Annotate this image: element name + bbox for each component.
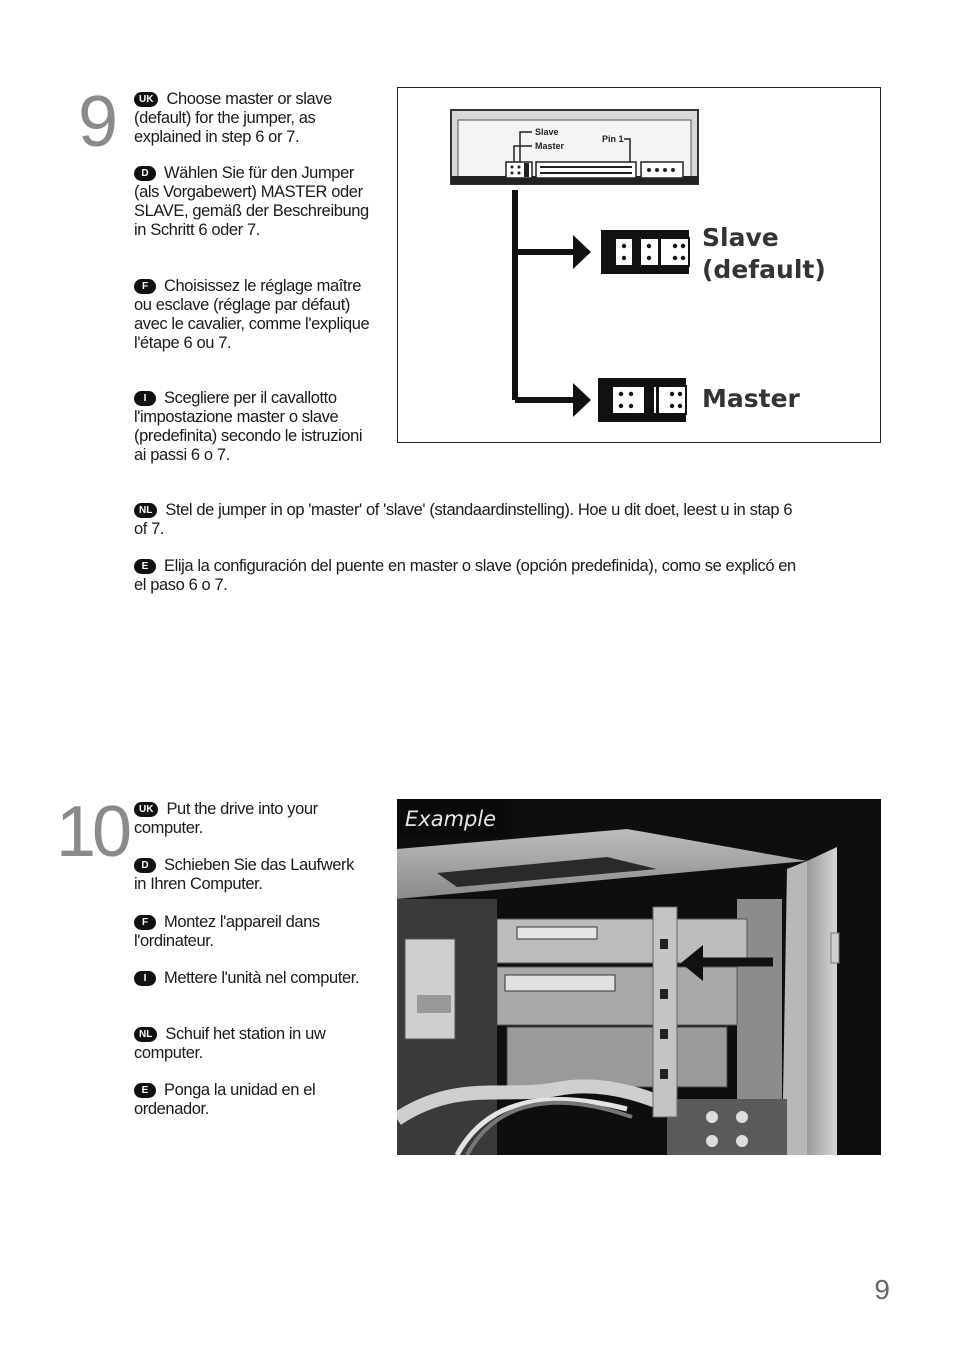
lang-badge-d: D bbox=[134, 858, 156, 873]
lang-badge-uk: UK bbox=[134, 92, 158, 107]
step10-text-f bbox=[134, 913, 370, 951]
label-slave-small: Slave bbox=[535, 127, 559, 137]
ide-connector bbox=[536, 162, 636, 178]
lang-badge-i: I bbox=[134, 391, 156, 406]
paragraph-text: Scegliere per il cavallotto l'impostazione master o slave (predefinita) secondo le istruzioni ai passi 6 o 7. bbox=[134, 389, 363, 464]
paragraph-text: Schieben Sie das Laufwerk in Ihren Computer. bbox=[134, 856, 354, 893]
lang-badge-uk: UK bbox=[134, 802, 158, 817]
label-slave-default-1: Slave bbox=[702, 223, 779, 252]
step9-text-uk bbox=[134, 90, 370, 147]
paragraph-text: Ponga la unidad en el ordenador. bbox=[134, 1081, 316, 1118]
lang-badge-e: E bbox=[134, 1083, 156, 1098]
step9-text-d bbox=[134, 164, 370, 240]
paragraph-text: Montez l'appareil dans l'ordinateur. bbox=[134, 913, 320, 950]
paragraph-text: Choose master or slave (default) for the jumper, as explained in step 6 or 7. bbox=[134, 90, 332, 146]
step-number-10: 10 bbox=[56, 792, 129, 872]
step9-text-i bbox=[134, 389, 370, 465]
step9-text-f bbox=[134, 277, 370, 353]
arrow-head-slave bbox=[573, 235, 591, 269]
step10-text-e bbox=[134, 1081, 370, 1119]
step10-text-nl bbox=[134, 1025, 370, 1063]
example-photo bbox=[397, 799, 881, 1155]
lang-badge-d: D bbox=[134, 166, 156, 181]
paragraph-text: Put the drive into your computer. bbox=[134, 800, 318, 837]
step-number-9: 9 bbox=[78, 82, 115, 162]
paragraph-text: Elija la configuración del puente en master o slave (opción predefinida), como se explicó en el paso 6 o 7. bbox=[134, 557, 796, 594]
lang-badge-nl: NL bbox=[134, 503, 157, 518]
paragraph-text: Stel de jumper in op 'master' of 'slave' (standaardinstelling). Hoe u dit doet, leest u in stap 6 of 7. bbox=[134, 501, 793, 538]
step9-text-e bbox=[134, 557, 804, 595]
lang-badge-i: I bbox=[134, 971, 156, 986]
lang-badge-e: E bbox=[134, 559, 156, 574]
lang-badge-f: F bbox=[134, 279, 156, 294]
paragraph-text: Choisissez le réglage maître ou esclave (réglage par défaut) avec le cavalier, comme l'explique l'étape 6 ou 7. bbox=[134, 277, 370, 352]
page-number: 9 bbox=[874, 1274, 890, 1305]
jumper-diagram bbox=[397, 87, 881, 443]
label-slave-default-2: (default) bbox=[702, 255, 826, 284]
jumper-slave-icon bbox=[601, 230, 689, 274]
step9-text-nl bbox=[134, 501, 804, 539]
jumper-diagram-svg bbox=[398, 88, 880, 442]
lang-badge-nl: NL bbox=[134, 1027, 157, 1042]
step10-text-d bbox=[134, 856, 370, 894]
photo-caption: Example bbox=[405, 807, 497, 831]
step10-text-i bbox=[134, 969, 370, 988]
jumper-master-icon bbox=[598, 378, 686, 422]
label-master-small: Master bbox=[535, 141, 565, 151]
step10-text-uk bbox=[134, 800, 370, 838]
label-pin1: Pin 1 bbox=[602, 134, 624, 144]
label-master-big: Master bbox=[702, 384, 800, 413]
paragraph-text: Wählen Sie für den Jumper (als Vorgabewert) MASTER oder SLAVE, gemäß der Beschreibung in Schritt 6 oder 7. bbox=[134, 164, 369, 239]
lang-badge-f: F bbox=[134, 915, 156, 930]
arrow-head-master bbox=[573, 383, 591, 417]
paragraph-text: Mettere l'unità nel computer. bbox=[164, 969, 360, 987]
example-photo-svg bbox=[397, 799, 881, 1155]
paragraph-text: Schuif het station in uw computer. bbox=[134, 1025, 326, 1062]
